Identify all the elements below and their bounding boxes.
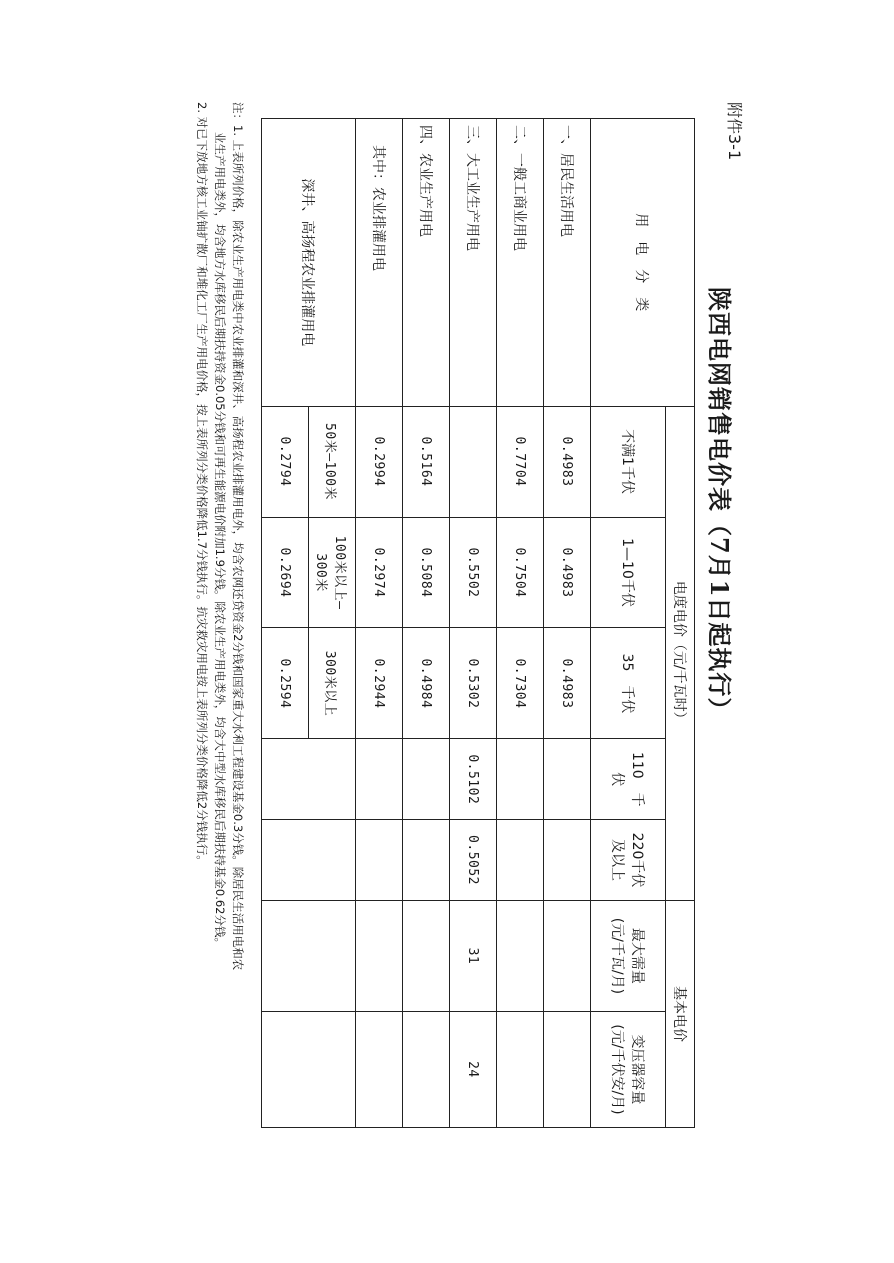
header-basic-price: 基本电价	[666, 900, 695, 1127]
price-cell: 0.7704	[497, 406, 544, 517]
price-cell	[544, 820, 591, 901]
header-category: 用 电 分 类	[591, 119, 695, 407]
document-title: 陕西电网销售电价表（7月1日起执行）	[705, 287, 734, 723]
max-demand-cell	[497, 900, 544, 1011]
price-cell	[450, 406, 497, 517]
price-cell	[497, 739, 544, 820]
price-cell: 0.5164	[403, 406, 450, 517]
transformer-cell	[497, 1011, 544, 1127]
price-cell	[356, 739, 403, 820]
row-category: 一、居民生活用电	[544, 119, 591, 407]
price-cell: 0.7504	[497, 517, 544, 628]
note-line: 2. 对已下放地方核工业铀扩散厂和堆化工厂生产用电价格，按上表所列分类价格降低1.7分钱执行。抗灾救灾用电按上表所列分类价格降低2分钱执行。	[195, 102, 209, 867]
empty-cell	[262, 739, 356, 820]
row-category: 三、大工业生产用电	[450, 119, 497, 407]
transformer-cell: 24	[450, 1011, 497, 1127]
row-category: 二、一般工商业用电	[497, 119, 544, 407]
price-cell	[544, 739, 591, 820]
depth-label: 300米以上	[309, 628, 356, 739]
max-demand-cell	[356, 900, 403, 1011]
price-cell: 0.2994	[356, 406, 403, 517]
note-line: 注：1. 上表所列价格，除农业生产用电类中农业排灌和深井、高扬程农业排灌用电外，均含农网还贷资金2分钱和国家重大水利工程建设基金0.3分钱。除居民生活用电和农	[231, 102, 245, 971]
transformer-header	[591, 1011, 666, 1127]
table-row	[544, 119, 591, 1128]
price-cell: 0.2694	[262, 517, 309, 628]
deep-well-depth-row	[309, 119, 356, 1128]
price-cell: 0.5102	[450, 739, 497, 820]
tariff-table	[261, 118, 695, 1128]
price-cell: 0.4983	[544, 517, 591, 628]
empty-cell	[262, 1011, 356, 1127]
footnotes	[193, 102, 247, 1142]
depth-label: 50米—100米	[309, 406, 356, 517]
price-cell: 0.2944	[356, 628, 403, 739]
voltage-level: 1—10千伏	[591, 517, 666, 628]
transformer-cell	[544, 1011, 591, 1127]
header-row-1	[666, 119, 695, 1128]
depth-label: 100米以上—300米	[309, 517, 356, 628]
max-demand-unit: (元/千瓦/月)	[609, 917, 625, 995]
price-cell	[356, 820, 403, 901]
note-line: 业生产用电类外，均含地方水库移民后期扶持资金0.05分钱和可再生能源电价附加1.9分钱。除农业生产用电类外，均含大中型水库移民后期扶持基金0.62分钱。	[213, 132, 227, 949]
deep-well-category: 深井、高扬程农业排灌用电	[262, 119, 356, 407]
table-row	[497, 119, 544, 1128]
max-demand-cell	[544, 900, 591, 1011]
transformer-label: 变压器容量	[629, 1034, 645, 1105]
max-demand-cell	[403, 900, 450, 1011]
max-demand-header	[591, 900, 666, 1011]
price-cell: 0.2974	[356, 517, 403, 628]
price-cell: 0.2594	[262, 628, 309, 739]
rotated-document	[107, 102, 747, 1202]
transformer-cell	[403, 1011, 450, 1127]
table-row	[450, 119, 497, 1128]
voltage-level: 110 千伏	[591, 739, 666, 820]
price-cell: 0.2794	[262, 406, 309, 517]
table-row	[403, 119, 450, 1128]
price-cell: 0.5084	[403, 517, 450, 628]
price-cell	[497, 820, 544, 901]
transformer-cell	[356, 1011, 403, 1127]
table-row	[356, 119, 403, 1128]
price-cell: 0.7304	[497, 628, 544, 739]
price-cell: 0.5302	[450, 628, 497, 739]
header-energy-price: 电度电价（元/千瓦时）	[666, 406, 695, 900]
transformer-unit: (元/千伏安/月)	[609, 1024, 625, 1115]
price-cell	[403, 739, 450, 820]
attachment-label: 附件3-1	[725, 102, 744, 161]
voltage-level: 不满1千伏	[591, 406, 666, 517]
empty-cell	[262, 820, 356, 901]
voltage-level: 220千伏及以上	[591, 820, 666, 901]
price-cell	[403, 820, 450, 901]
row-category: 其中：农业排灌用电	[356, 119, 403, 407]
voltage-level: 35 千伏	[591, 628, 666, 739]
row-category: 四、农业生产用电	[403, 119, 450, 407]
price-cell: 0.4983	[544, 628, 591, 739]
price-cell: 0.4984	[403, 628, 450, 739]
price-cell: 0.5052	[450, 820, 497, 901]
max-demand-cell: 31	[450, 900, 497, 1011]
price-cell: 0.5502	[450, 517, 497, 628]
max-demand-label: 最大需量	[629, 927, 645, 984]
price-cell: 0.4983	[544, 406, 591, 517]
empty-cell	[262, 900, 356, 1011]
